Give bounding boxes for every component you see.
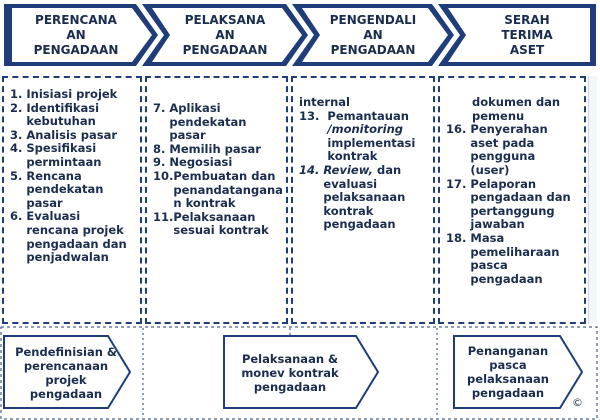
item-text	[323, 164, 427, 232]
bottom-label-penanganan: Penanganan pasca pelaksanaan pengadaan	[467, 344, 549, 400]
list-item	[10, 129, 134, 143]
copyright-icon: ©	[572, 396, 583, 409]
item-number: 4.	[10, 141, 23, 156]
list-item	[153, 168, 283, 211]
item-text-part: Pemantauan	[327, 108, 409, 123]
item-text-italic: Review,	[323, 162, 373, 177]
item-number: 9.	[153, 155, 166, 170]
item-text: Pelaporan pengadaan dan pertanggung jawaban	[470, 176, 571, 232]
item-number: 7.	[153, 101, 166, 115]
item-number: 2.	[10, 100, 23, 115]
list-item	[10, 88, 134, 102]
list-item	[10, 142, 134, 169]
list-item	[10, 170, 134, 211]
item-text: Penyerahan aset pada pengguna (user)	[470, 122, 548, 177]
phase-label-perencanaan: PERENCANA AN PENGADAAN	[33, 12, 119, 57]
item-number: 18.	[446, 230, 467, 245]
bottom-label-pelaksanaan: Pelaksanaan & monev kontrak pengadaan	[241, 352, 339, 394]
panel-pengendalian	[291, 76, 435, 324]
list-item	[153, 156, 280, 170]
item-number: 1.	[10, 87, 23, 101]
list-item	[153, 102, 280, 143]
item-text-part: dan evaluasi pelaksanaan kontrak pengadaan	[323, 162, 406, 232]
item-text: Pelaksanaan sesuai kontrak	[173, 209, 269, 238]
item-text: Masa pemeliharaan pasca pengadaan	[470, 230, 560, 286]
item-text: Evaluasi rencana projek pengadaan dan penjadwalan	[26, 209, 127, 265]
item-text: Negosiasi	[169, 155, 233, 170]
list-item	[153, 143, 280, 157]
item-text: Identifikasi kebutuhan	[26, 100, 100, 129]
item-text: Inisiasi projek	[26, 87, 118, 101]
item-number: 13.	[299, 108, 320, 123]
continuation-text: internal	[299, 95, 350, 109]
continuation-text: dokumen dan pemenu	[472, 95, 561, 123]
phase-label-pelaksanaan: PELAKSANA AN PENGADAAN	[182, 12, 268, 57]
item-text-italic: /monitoring	[327, 122, 404, 137]
list-item	[446, 232, 578, 286]
item-text-part: implementasi kontrak	[327, 135, 416, 164]
list-item	[299, 164, 427, 232]
panel-pelaksanaan	[145, 76, 288, 324]
phase-label-serah-terima: SERAH TERIMA ASET	[501, 12, 553, 57]
item-number: 6.	[10, 209, 23, 224]
panel-serah-terima	[438, 76, 586, 324]
list-item	[10, 210, 134, 264]
item-number: 17.	[446, 176, 467, 191]
panel-perencanaan	[2, 76, 142, 324]
item-text: Memilih pasar	[169, 141, 261, 156]
item-number: 3.	[10, 127, 23, 142]
item-text: Analisis pasar	[26, 127, 118, 142]
item-number: 8.	[153, 141, 166, 156]
item-number: 14.	[299, 162, 320, 177]
list-item	[446, 178, 578, 232]
item-text: Pembuatan dan penandatangana n kontrak	[173, 168, 283, 211]
item-number: 5.	[10, 168, 23, 183]
item-text	[327, 110, 427, 164]
list-item	[153, 211, 280, 238]
list-item	[446, 123, 578, 177]
list-item	[299, 110, 427, 164]
item-text: Aplikasi pendekatan pasar	[169, 101, 247, 143]
bottom-label-perencanaan: Pendefinisian & perencanaan projek pengadaan	[15, 345, 117, 401]
item-text: Rencana pendekatan pasar	[26, 168, 104, 210]
panel-edge	[588, 76, 597, 324]
item-number: 16.	[446, 122, 467, 137]
list-item	[10, 102, 134, 129]
phase-label-pengendalian: PENGENDALI AN PENGADAAN	[329, 12, 417, 57]
item-number: 11.	[153, 209, 174, 224]
item-number: 10.	[153, 168, 174, 183]
item-text: Spesifikasi permintaan	[26, 141, 102, 169]
